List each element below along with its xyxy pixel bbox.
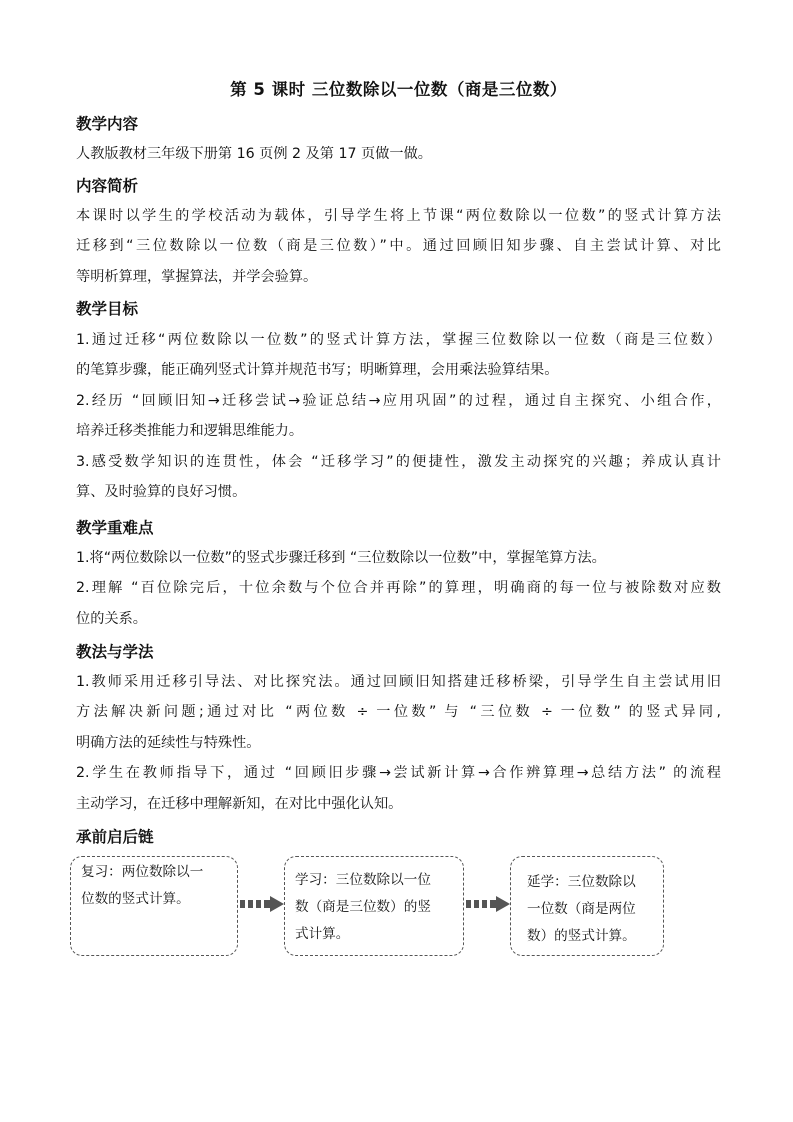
arrow-head bbox=[270, 896, 284, 912]
flow-text-line: 一位数（商是两位 bbox=[527, 901, 636, 917]
text-line: 迁移到“三位数除以一位数（商是三位数）”中。通过回顾旧知步骤、自主尝试计算、对比 bbox=[76, 238, 721, 255]
flow-text-line: 数）的竖式计算。 bbox=[527, 928, 636, 944]
paragraph-keypoints bbox=[76, 543, 721, 634]
text-line: 3.感受数学知识的连贯性，体会 “迁移学习”的便捷性，激发主动探究的兴趣；养成认真计 bbox=[76, 453, 721, 470]
text-line: 1.教师采用迁移引导法、对比探究法。通过回顾旧知搭建迁移桥梁，引导学生自主尝试用旧 bbox=[76, 674, 721, 690]
page-title: 第 5 课时 三位数除以一位数（商是三位数） bbox=[230, 80, 567, 99]
text-line: 2.学生在教师指导下，通过 “回顾旧步骤→尝试新计算→合作辨算理→总结方法” 的流程 bbox=[76, 765, 721, 782]
heading-goals: 教学目标 bbox=[76, 300, 139, 318]
flow-text-line: 位数的竖式计算。 bbox=[81, 891, 190, 907]
flow-text-line: 数（商是三位数）的竖 bbox=[295, 899, 431, 915]
arrow-dash bbox=[490, 900, 496, 908]
text-line: 的笔算步骤，能正确列竖式计算并规范书写；明晰算理，会用乘法验算结果。 bbox=[76, 362, 559, 379]
text-line: 2.理解 “百位除完后，十位余数与个位合并再除”的算理，明确商的每一位与被除数对应数 bbox=[76, 580, 721, 597]
heading-links: 承前启后链 bbox=[76, 828, 154, 846]
text-line: 方法解决新问题;通过对比 “两位数 ÷ 一位数” 与 “三位数 ÷ 一位数” 的竖式异同, bbox=[76, 704, 721, 721]
paragraph-goals bbox=[76, 325, 721, 507]
arrow-dash bbox=[264, 900, 270, 908]
arrow-head bbox=[496, 896, 510, 912]
text-line: 算、及时验算的良好习惯。 bbox=[76, 484, 247, 501]
flow-box-review bbox=[70, 856, 238, 956]
flow-text-line: 复习：两位数除以一 bbox=[81, 864, 204, 880]
text-line: 1.通过迁移“两位数除以一位数”的竖式计算方法，掌握三位数除以一位数（商是三位数） bbox=[76, 332, 721, 348]
heading-keypoints: 教学重难点 bbox=[76, 519, 154, 537]
block-arrow-right-icon bbox=[466, 896, 510, 912]
heading-methods: 教法与学法 bbox=[76, 643, 154, 661]
text-line: 2.经历 “回顾旧知→迁移尝试→验证总结→应用巩固”的过程，通过自主探究、小组合作， bbox=[76, 392, 721, 409]
flow-box-extend bbox=[510, 856, 664, 956]
block-arrow-right-icon bbox=[240, 896, 284, 912]
text-line: 培养迁移类推能力和逻辑思维能力。 bbox=[76, 423, 304, 440]
text-line: 1.将“两位数除以一位数”的竖式步骤迁移到 “三位数除以一位数”中，掌握笔算方法。 bbox=[76, 550, 606, 566]
text-line: 位的关系。 bbox=[76, 610, 147, 627]
arrow-dash bbox=[466, 900, 471, 908]
text-line: 等明析算理，掌握算法，并学会验算。 bbox=[76, 268, 318, 285]
text-line: 主动学习，在迁移中理解新知，在对比中强化认知。 bbox=[76, 795, 403, 812]
knowledge-chain-flow bbox=[70, 856, 670, 956]
paragraph-analysis bbox=[76, 201, 721, 292]
text-line: 人教版教材三年级下册第 16 页例 2 及第 17 页做一做。 bbox=[76, 146, 432, 162]
text-line: 明确方法的延续性与特殊性。 bbox=[76, 734, 261, 751]
flow-box-learn bbox=[284, 856, 464, 956]
heading-content: 教学内容 bbox=[76, 115, 139, 133]
text-line: 本课时以学生的学校活动为载体，引导学生将上节课“两位数除以一位数”的竖式计算方法 bbox=[76, 208, 721, 224]
paragraph-methods bbox=[76, 667, 721, 819]
paragraph-content bbox=[76, 139, 721, 169]
arrow-dash bbox=[482, 900, 487, 908]
arrow-dash bbox=[240, 900, 245, 908]
arrow-dash bbox=[248, 900, 253, 908]
heading-analysis: 内容简析 bbox=[76, 177, 139, 195]
arrow-dash bbox=[256, 900, 261, 908]
arrow-dash bbox=[474, 900, 479, 908]
flow-text-line: 学习：三位数除以一位 bbox=[295, 872, 431, 888]
flow-text-line: 延学：三位数除以 bbox=[527, 874, 636, 890]
flow-text-line: 式计算。 bbox=[295, 926, 350, 942]
